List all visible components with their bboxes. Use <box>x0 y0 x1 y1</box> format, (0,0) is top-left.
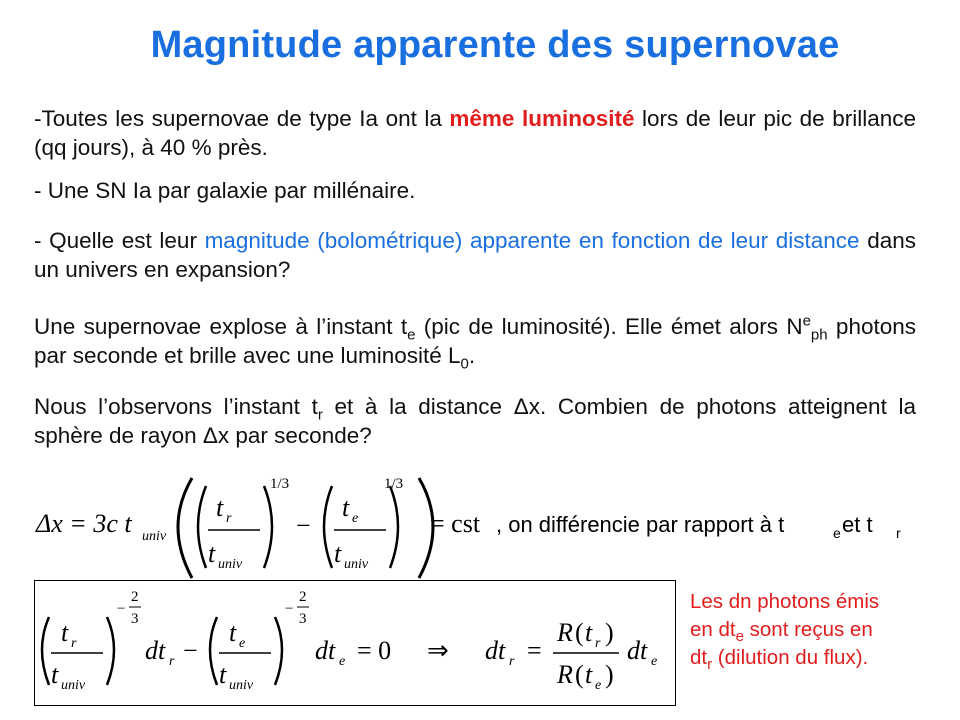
p1-highlight: même luminosité <box>449 106 635 131</box>
eq1-note-a: , on différencie par rapport à t <box>496 512 785 537</box>
p5-a: Nous l’observons l’instant t <box>34 394 318 419</box>
d-exp1-num: 2 <box>131 589 139 605</box>
p5-b: et à la distance Δx. Combien de photons atteignent la sphère de rayon Δx par seconde? <box>34 394 916 448</box>
eq1-lhs-sub: univ <box>142 529 167 544</box>
paragraph-explosion <box>34 312 916 373</box>
d-univ2: univ <box>229 678 254 693</box>
eq1-exp1: 1/3 <box>270 476 290 492</box>
eq1-tr: t <box>216 493 224 522</box>
side-l2b: sont reçus en <box>743 618 873 641</box>
d-frac2-left-paren <box>210 617 217 685</box>
side-l3a: dt <box>690 646 708 669</box>
p4-b-sup: e <box>802 312 811 330</box>
d-frac1-left-paren <box>42 617 49 685</box>
eq1-lhs: Δx = 3c t <box>36 509 132 538</box>
side-l2a: en dt <box>690 618 736 641</box>
side-note-line1: Les dn photons émis <box>690 590 880 613</box>
slide-title: Magnitude apparente des supernovae <box>150 24 840 66</box>
paragraph-rate: - Une SN Ia par galaxie par millénaire. <box>34 178 416 203</box>
eq1-te: t <box>342 493 350 522</box>
eq1-t-univ2: t <box>334 539 342 568</box>
eq1-te-sub: e <box>352 511 359 526</box>
p4-c: photons par seconde et brille avec une luminosité L <box>34 314 916 368</box>
side-note-line3 <box>690 644 950 672</box>
d-exp2-num: 2 <box>299 589 307 605</box>
eq1-t-univ1: t <box>208 539 216 568</box>
eq1-exp2: 1/3 <box>384 476 404 492</box>
d-t-univ1: t <box>51 660 59 689</box>
d-exp1-den: 3 <box>131 611 139 627</box>
d-R-den: R <box>557 660 573 689</box>
d-te: t <box>229 618 237 647</box>
d-tr-sub: r <box>71 636 77 651</box>
frac2-left-paren <box>324 486 332 568</box>
d-dt2: dt <box>315 636 336 665</box>
d-exp2-minus: − <box>285 601 294 617</box>
side-l3b: (dilution du flux). <box>712 646 869 669</box>
d-dt1-sub: r <box>169 654 175 669</box>
d-implies: ⇒ <box>427 636 449 666</box>
d-tr: t <box>61 618 69 647</box>
eq1-note-sub1: e <box>833 525 841 541</box>
eq1-rhs: = cst <box>430 509 481 538</box>
p3-text-end: dans un univers en expansion? <box>34 228 916 282</box>
d-R-num-t: t <box>585 618 593 647</box>
eq1-note-sub2: r <box>896 525 901 541</box>
d-R-num: R <box>557 618 573 647</box>
eq1-univ2: univ <box>344 557 369 572</box>
d-exp2-den: 3 <box>299 611 307 627</box>
p1-text-end: lors de leur pic de brillance (qq jours), à 40 % près. <box>34 106 916 160</box>
eq1-minus: − <box>296 511 311 540</box>
p5-a-sub: r <box>317 406 323 424</box>
side-l3sub: r <box>707 656 713 674</box>
p4-b-sub: ph <box>810 326 828 344</box>
d-dt-e-sub: e <box>651 654 658 669</box>
p3-text-start: - Quelle est leur <box>34 228 205 253</box>
side-note <box>690 588 950 672</box>
d-R-den-sub: e <box>595 678 602 693</box>
eq1-note-b: et t <box>842 512 873 537</box>
d-R-num-sub: r <box>595 636 601 651</box>
d-frac1-right-paren <box>107 617 114 685</box>
frac1-left-paren <box>198 486 206 568</box>
d-dt-r-sub: r <box>509 654 515 669</box>
p1-text-start: -Toutes les supernovae de type Ia ont la <box>34 106 450 131</box>
d-dt-r: dt <box>485 636 506 665</box>
differential-equation <box>35 581 675 705</box>
p4-b: (pic de luminosité). Elle émet alors N <box>415 314 803 339</box>
side-note-line2 <box>690 616 950 644</box>
p3-highlight: magnitude (bolométrique) apparente en fonction de leur distance <box>204 228 860 253</box>
d-dt-e: dt <box>627 636 648 665</box>
d-zero: = 0 <box>357 636 392 665</box>
paragraph-luminosity <box>34 104 916 162</box>
d-frac2-right-paren <box>275 617 282 685</box>
d-t-univ2: t <box>219 660 227 689</box>
frac2-right-paren <box>390 486 398 568</box>
frac1-right-paren <box>264 486 272 568</box>
p4-d: . <box>468 343 476 368</box>
d-equals: = <box>527 636 542 665</box>
d-exp1-minus: − <box>117 601 126 617</box>
outer-left-paren <box>178 478 192 578</box>
d-te-sub: e <box>239 636 246 651</box>
d-R-num-paren: ( <box>575 618 584 647</box>
p4-a-sub: e <box>407 326 416 344</box>
distance-equation <box>34 474 934 584</box>
differential-equation-box <box>34 580 676 706</box>
d-univ1: univ <box>61 678 86 693</box>
paragraph-observation <box>34 392 916 450</box>
d-R-den-t: t <box>585 660 593 689</box>
d-dt2-sub: e <box>339 654 346 669</box>
p4-a: Une supernovae explose à l’instant t <box>34 314 408 339</box>
eq1-univ1: univ <box>218 557 243 572</box>
side-l2sub: e <box>735 628 744 646</box>
d-minus: − <box>183 636 198 665</box>
p4-c-sub: 0 <box>460 355 469 373</box>
eq1-tr-sub: r <box>226 511 232 526</box>
d-R-den-close: ) <box>605 660 614 689</box>
d-R-den-paren: ( <box>575 660 584 689</box>
d-R-num-close: ) <box>605 618 614 647</box>
d-dt1: dt <box>145 636 166 665</box>
paragraph-question <box>34 226 916 284</box>
